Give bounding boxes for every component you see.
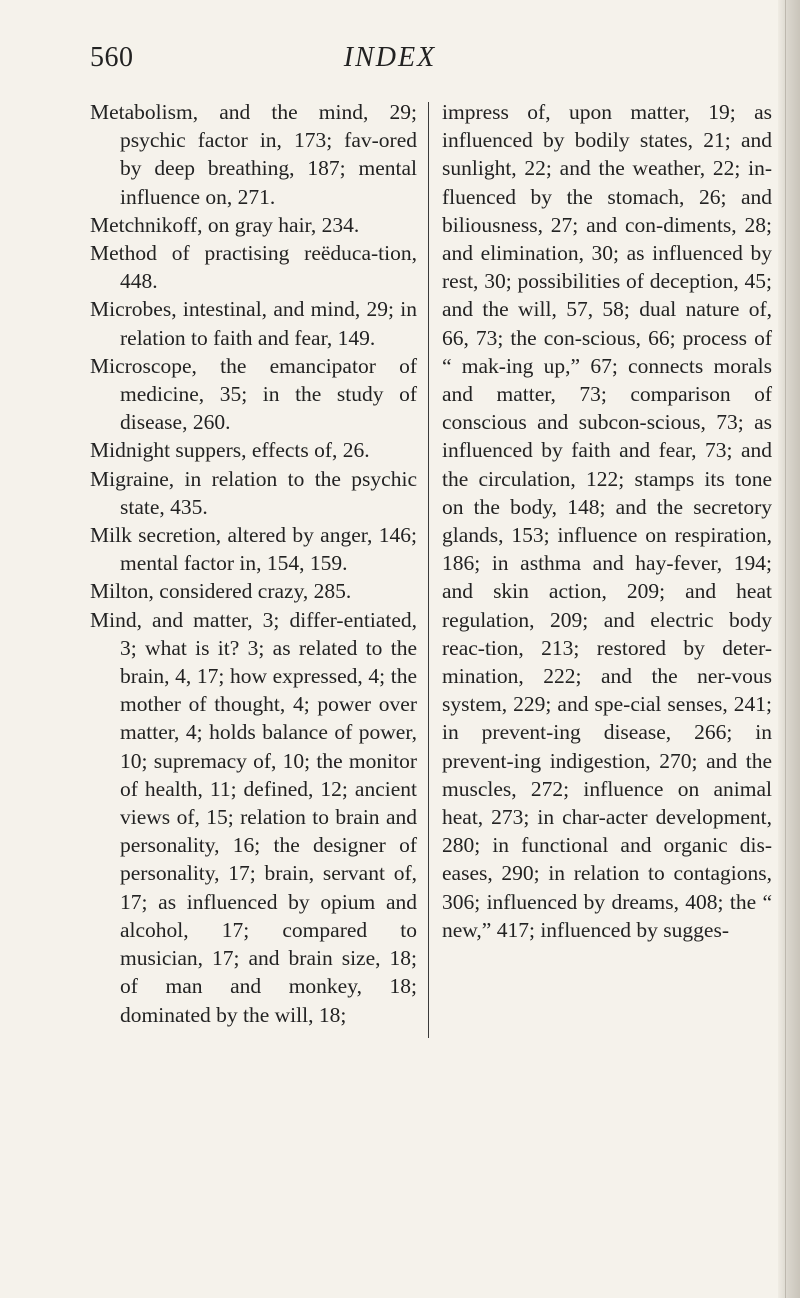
index-entry-milk-secretion: Milk secretion, altered by anger, 146; mental factor in, 154, 159. [90,523,417,576]
running-head: INDEX [343,42,437,73]
index-entry-migraine: Migraine, in relation to the psychic state, 435. [90,466,417,519]
index-entry-mind: Mind, and matter, 3; differ-entiated, 3; what is it? 3; as related to the brain, 4, 17; how expressed, 4; the mother of thought, 4; power over matter, 4; holds balance of power, 10; supremacy of, 10; the monitor of health, 11; defined, 12; ancient views of, 15; relation to brain and personality, 16; the designer of personality, 17; brain, servant of, 17; as influenced by opium and alcohol, 17; compared to musician, 17; and brain size, 18; of man and monkey, 18; dominated by the will, 18; [90,607,417,1027]
index-entry-mind-continued: impress of, upon matter, 19; as influenced by bodily states, 21; and sunlight, 22; and the weather, 22; in-fluenced by the stomach, 26; and biliousness, 27; and con-diments, 28; and elimination, 30; as influenced by rest, 30; possibilities of deception, 45; and the will, 57, 58; dual nature of, 66, 73; the con-scious, 66; process of “ mak-ing up,” 67; connects morals and matter, 73; comparison of conscious and subcon-scious, 73; as influenced by faith and fear, 73; and the circulation, 122; stamps its tone on the body, 148; and the secretory glands, 153; influence on respiration, 186; in asthma and hay-fever, 194; and skin action, 209; and heat regulation, 209; and electric body reac-tion, 213; restored by deter-mination, 222; and the ner-vous system, 229; and spe-cial senses, 241; in prevent-ing disease, 266; in prevent-ing indigestion, 270; and the muscles, 272; influence on animal heat, 273; in char-acter development, 280; in functional and organic dis-eases, 290; in relation to contagions, 306; influenced by dreams, 408; the “ new,” 417; influenced by sugges- [442,100,772,942]
index-column-left [90,98,417,1029]
index-entry-midnight-suppers: Midnight suppers, effects of, 26. [90,438,370,463]
index-entry-metabolism: Metabolism, and the mind, 29; psychic factor in, 173; fav-ored by deep breathing, 187; mental influence on, 271. [90,100,417,209]
index-entry-microscope: Microscope, the emancipator of medicine, 35; in the study of disease, 260. [90,353,417,435]
page-header [90,42,690,82]
page-number: 560 [90,42,134,73]
page-edge-shadow [778,0,800,1298]
index-entry-milton: Milton, considered crazy, 285. [90,579,352,604]
index-column-right [442,98,772,944]
index-entry-microbes: Microbes, intestinal, and mind, 29; in relation to faith and fear, 149. [90,297,417,350]
index-entry-metchnikoff: Metchnikoff, on gray hair, 234. [90,212,360,237]
index-entry-method: Method of practising reëduca-tion, 448. [90,241,417,294]
column-divider [428,102,429,1038]
page-edge-line [785,0,786,1298]
